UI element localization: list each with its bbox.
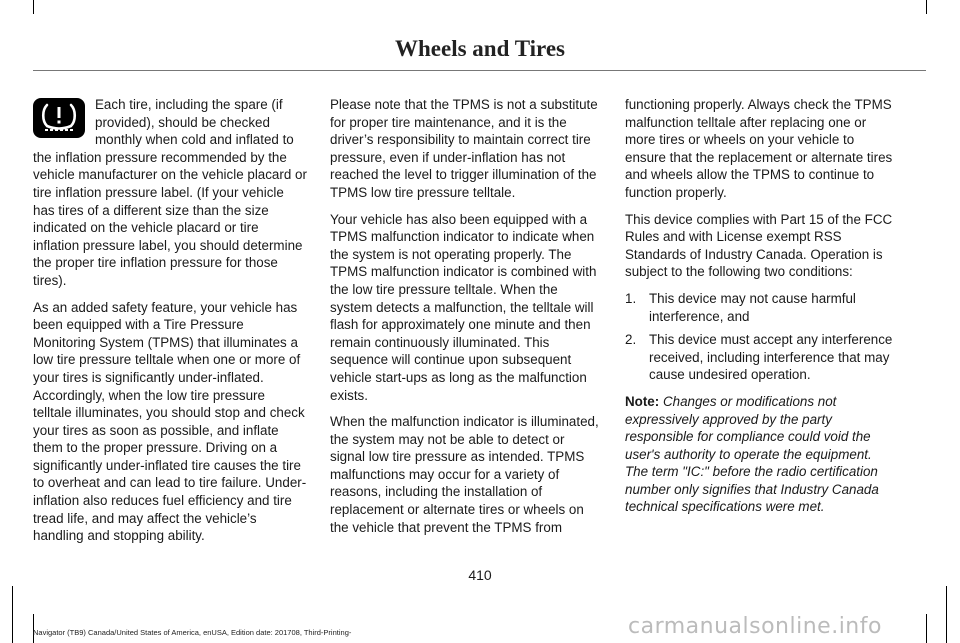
- list-item-number: 1.: [625, 290, 637, 306]
- list-item: [625, 290, 897, 325]
- tpms-intro-paragraph: Each tire, including the spare (if provided), should be checked monthly when cold and inflated to the inflation pressure recommended by the vehicle manufacturer on the vehicle placard or tire inflation pressure label. (If your vehicle has tires of a different size than the size indicated on the vehicle placard or tire inflation pressure label, you should determine the proper tire inflation pressure for those tires).: [33, 97, 307, 288]
- list-item: [625, 331, 897, 384]
- note: [625, 393, 897, 516]
- page-number: 410: [468, 567, 492, 583]
- list-item-text: This device must accept any interference received, including interference that may cause undesired operation.: [649, 332, 893, 383]
- list-item-text: This device may not cause harmful interference, and: [649, 290, 856, 324]
- watermark: carmanualsonline.info: [628, 614, 882, 639]
- column-3: [625, 96, 897, 525]
- note-text: Changes or modifications not expressively approved by the party responsible for compliance could void the user's authority to operate the equipment. The term "IC:" before the radio certification number only signifies that Industry Canada technical specifications were met.: [625, 393, 879, 515]
- note-label: Note:: [625, 393, 660, 409]
- header-rule: [33, 70, 926, 71]
- column-2: [330, 96, 602, 545]
- crop-mark: [33, 0, 34, 14]
- tpms-malfunction-paragraph: Your vehicle has also been equipped with a TPMS malfunction indicator to indicate when the system is not operating properly. The TPMS malfunction indicator is combined with the low tire pressure telltale. When the system detects a malfunction, the telltale will flash for approximately one minute and then remain continuously illuminated. This sequence will continue upon subsequent vehicle start-ups as long as the malfunction exists.: [330, 211, 597, 403]
- column-1: [33, 96, 307, 554]
- crop-mark: [12, 586, 13, 643]
- page-title: Wheels and Tires: [395, 36, 565, 61]
- fcc-compliance-paragraph: This device complies with Part 15 of the FCC Rules and with License exempt RSS Standards of Industry Canada. Operation is subject to the following two conditions:: [625, 211, 893, 280]
- tpms-malfunction-illuminated-paragraph: When the malfunction indicator is illuminated, the system may not be able to detect or signal low tire pressure as intended. TPMS malfunctions may occur for a variety of reasons, including the installation of replacement or alternate tires or wheels on the vehicle that prevent the TPMS from: [330, 414, 599, 535]
- tpms-safety-paragraph: As an added safety feature, your vehicle has been equipped with a Tire Pressure Monitoring System (TPMS) that illuminates a low tire pressure telltale when one or more of your tires is significantly under-inflated. Accordingly, when the low tire pressure telltale illuminates, you should stop and check your tires as soon as possible, and inflate them to the proper pressure. Driving on a significantly under-inflated tire causes the tire to overheat and can lead to tire failure. Under-inflation also reduces fuel efficiency and tire tread life, and may affect the vehicle’s handling and stopping ability.: [33, 299, 307, 544]
- footer-edition-info: Navigator (TB9) Canada/United States of America, enUSA, Edition date: 201708, Third-Printing-: [33, 628, 352, 637]
- crop-mark: [926, 0, 927, 14]
- crop-mark: [946, 586, 947, 643]
- list-item-number: 2.: [625, 332, 637, 348]
- tpms-low-pressure-warning-icon: [33, 98, 85, 138]
- conditions-list: [625, 290, 897, 384]
- tpms-check-paragraph: functioning properly. Always check the TPMS malfunction telltale after replacing one or more tires or wheels on your vehicle to ensure that the replacement or alternate tires and wheels allow the TPMS to continue to function properly.: [625, 97, 893, 200]
- tpms-maintenance-paragraph: Please note that the TPMS is not a substitute for proper tire maintenance, and it is the driver’s responsibility to maintain correct tire pressure, even if under-inflation has not reached the level to trigger illumination of the TPMS low tire pressure telltale.: [330, 97, 598, 200]
- crop-mark: [926, 614, 927, 643]
